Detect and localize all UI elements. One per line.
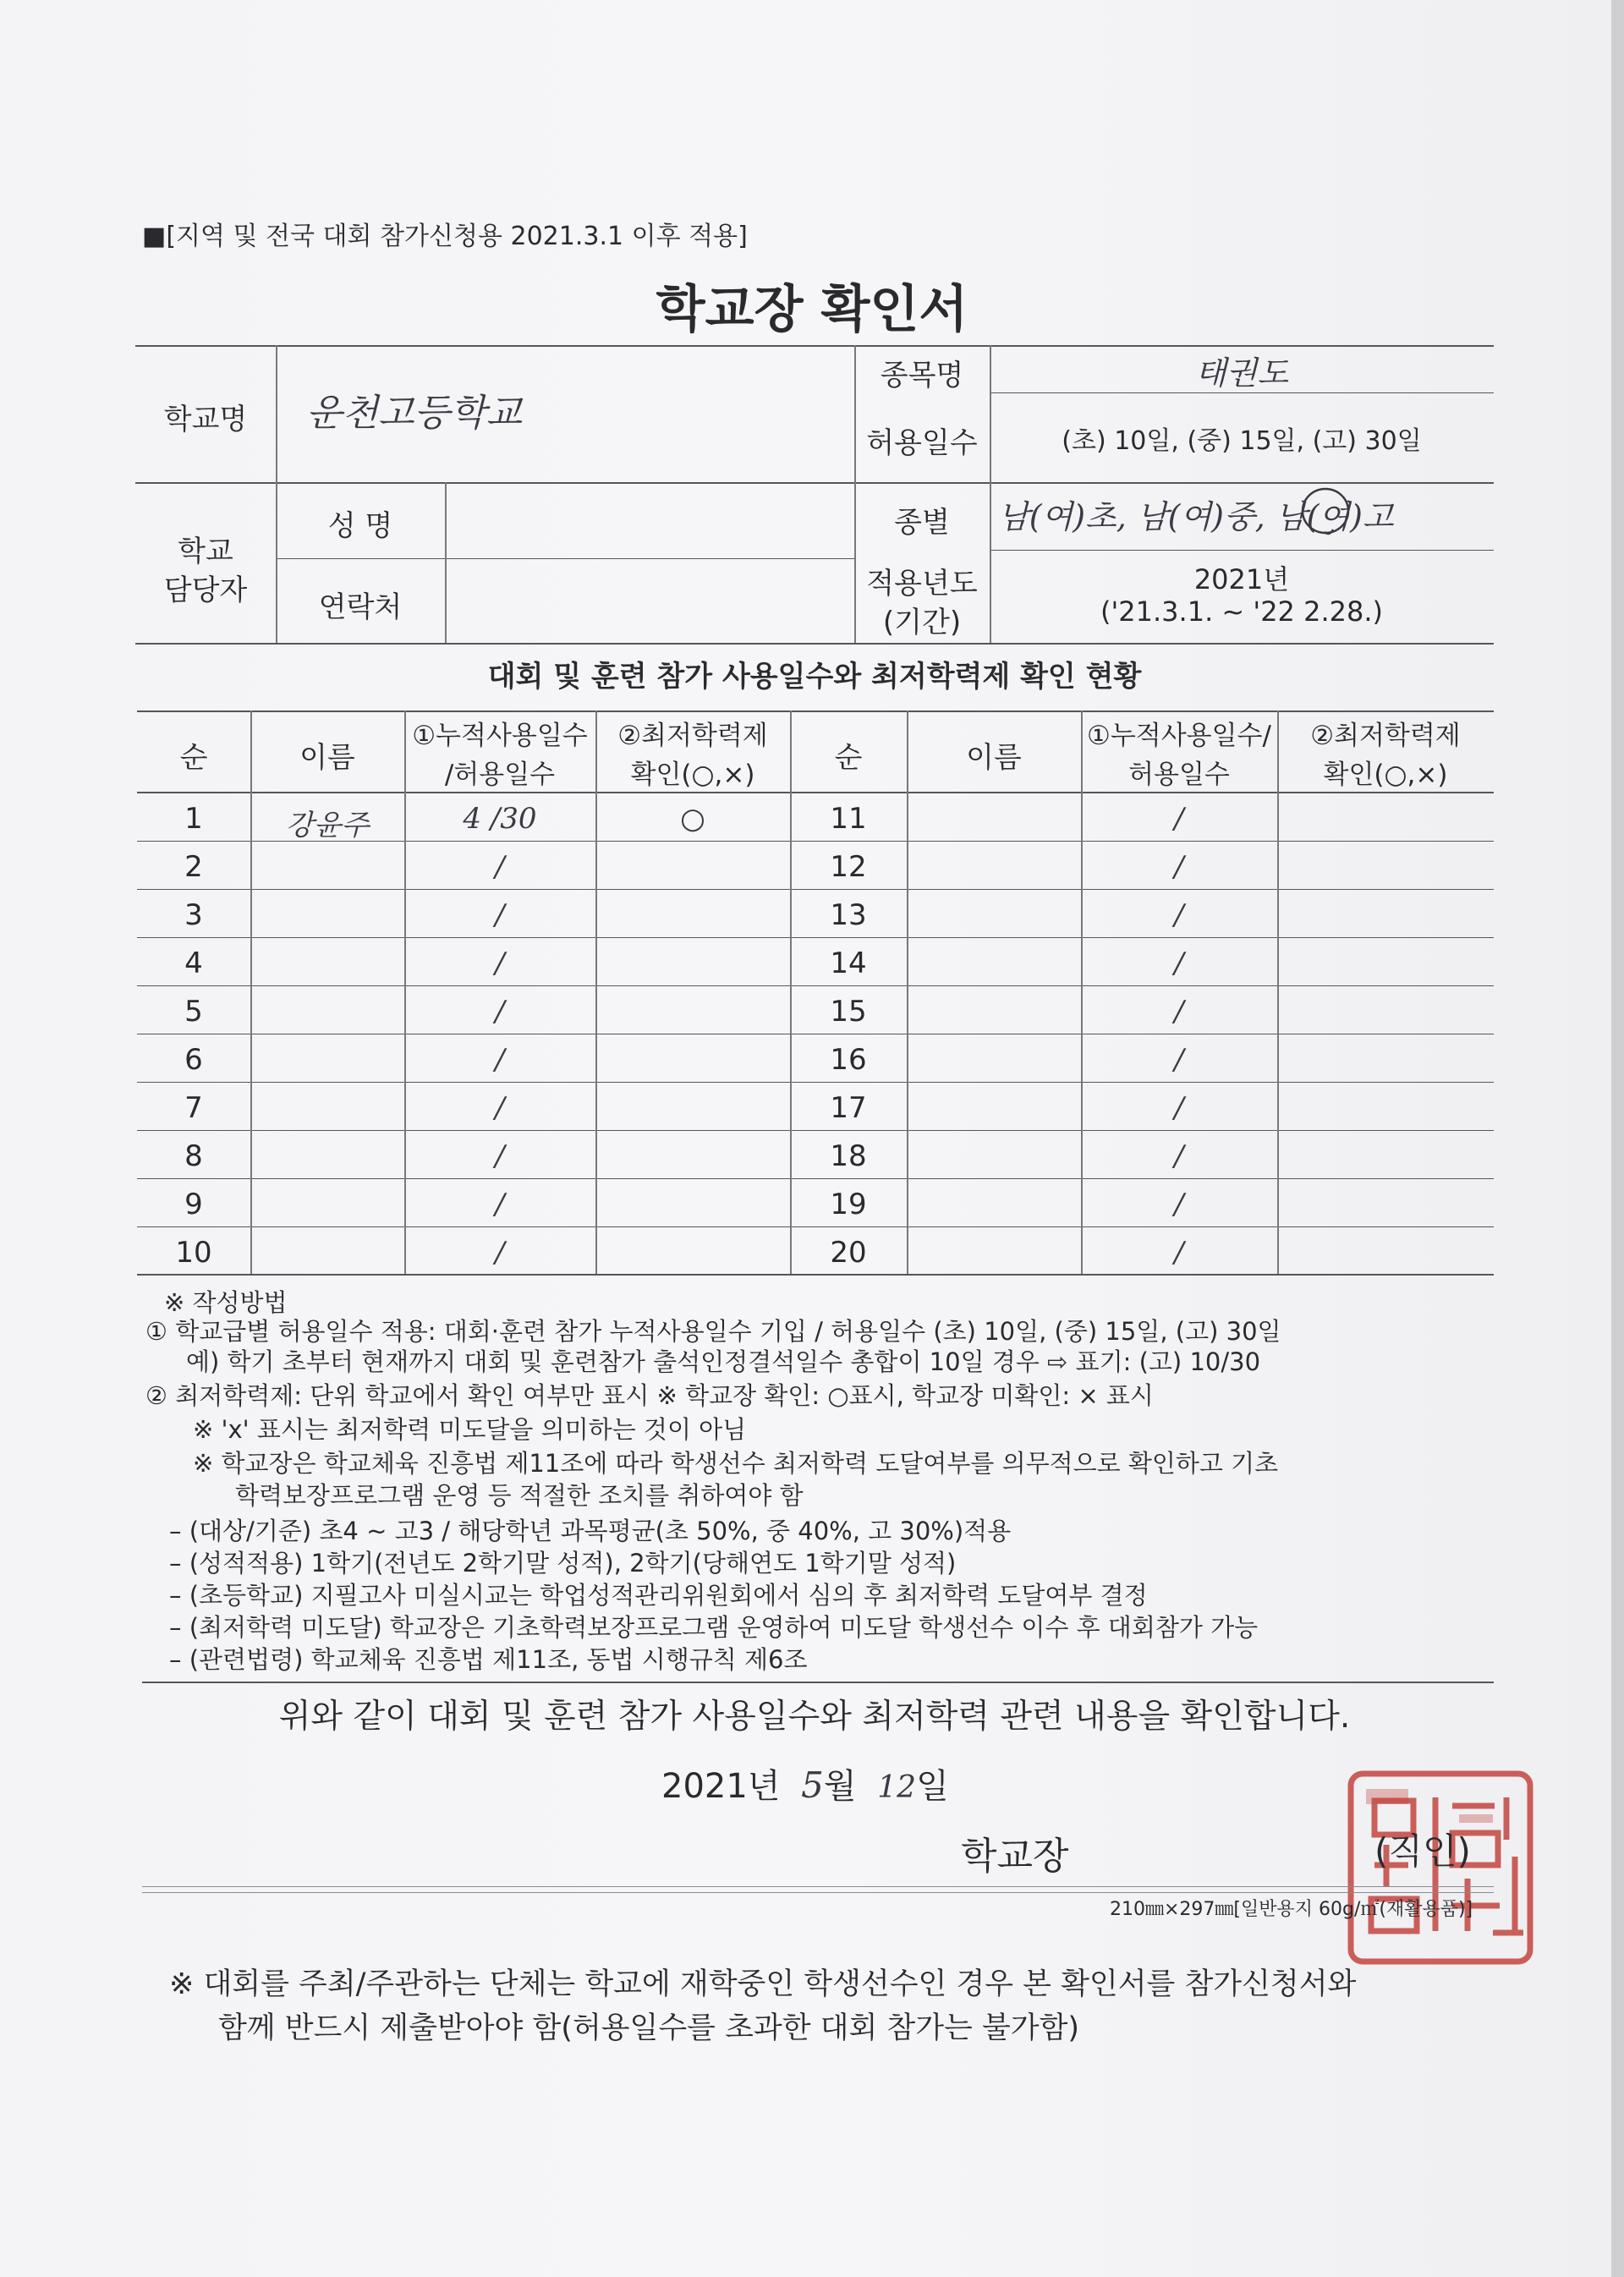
row-days-used: / [495, 1139, 505, 1173]
row-name: 강윤주 [285, 809, 370, 842]
header-min-achievement-left-line1: ②최저학력제 [617, 721, 768, 751]
name-label: 성 명 [327, 509, 393, 543]
confirmation-date [661, 1759, 949, 1808]
header-no-right: 순 [834, 741, 863, 775]
row-days-used: 4 /30 [463, 802, 537, 836]
row-days-used-right: / [1174, 898, 1184, 932]
principal-label: 학교장 [961, 1835, 1069, 1878]
row-number-right: 14 [830, 946, 867, 980]
row-days-used-right: / [1174, 1091, 1184, 1125]
year-label-line2: (기간) [882, 606, 962, 639]
manager-contact-field [447, 560, 854, 641]
row-days-used-right: / [1174, 1139, 1184, 1173]
row-number-right: 12 [830, 850, 867, 884]
note-line: ① 학교급별 허용일수 적용: 대회·훈련 참가 누적사용일수 기입 / 허용일수 (초) 10일, (중) 15일, (고) 30일 [145, 1317, 1281, 1346]
year-label-line1: 적용년도 [866, 567, 978, 601]
row-days-used: / [495, 850, 505, 884]
row-number-right: 20 [830, 1236, 867, 1270]
row-number-right: 11 [830, 802, 867, 836]
note-line: – (관련법령) 학교체육 진흥법 제11조, 동법 시행규칙 제6조 [169, 1645, 808, 1674]
row-number-right: 15 [830, 995, 867, 1029]
row-days-used-right: / [1174, 995, 1184, 1029]
header-note: ■[지역 및 전국 대회 참가신청용 2021.3.1 이후 적용] [142, 222, 748, 251]
manager-label-line1: 학교 [178, 535, 233, 568]
handwritten-circle-mark [1299, 486, 1352, 538]
year-value: 2021년 [1193, 563, 1290, 595]
note-line: 학력보장프로그램 운영 등 적절한 조치를 취하여야 함 [235, 1481, 804, 1510]
divider-thin [142, 1892, 1494, 1893]
row-days-used: / [495, 1043, 505, 1077]
row-days-used: / [495, 946, 505, 980]
date-month: 5 [801, 1764, 824, 1806]
row-days-used: / [495, 995, 505, 1029]
footer-note-line2: 함께 반드시 제출받아야 함(허용일수를 초과한 대회 참가는 불가함) [218, 2011, 1080, 2045]
row-days-used: / [495, 1236, 505, 1270]
row-number: 8 [184, 1139, 203, 1173]
contact-label: 연락처 [318, 590, 403, 624]
row-number: 3 [184, 898, 203, 932]
page-title: 학교장 확인서 [656, 280, 968, 339]
header-name-right: 이름 [966, 741, 1022, 775]
header-no-left: 순 [179, 741, 208, 775]
year-period: ('21.3.1. ~ '22 2.28.) [1100, 595, 1383, 628]
header-cumulative-left-line2: /허용일수 [444, 760, 556, 790]
footer-note-line1: ※ 대회를 주최/주관하는 단체는 학교에 재학중인 학생선수인 경우 본 확인서를 참가신청서와 [169, 1967, 1357, 2001]
row-number-right: 17 [830, 1091, 867, 1125]
note-line: – (대상/기준) 초4 ~ 고3 / 해당학년 과목평균(초 50%, 중 40%, 고 30%)적용 [169, 1517, 1012, 1545]
header-cumulative-right-line1: ①누적사용일수/ [1087, 721, 1271, 751]
gender-label: 종별 [894, 506, 950, 540]
note-line: – (최저학력 미도달) 학교장은 기초학력보장프로그램 운영하여 미도달 학생선수 이수 후 대회참가 가능 [169, 1613, 1259, 1642]
note-line: – (성적적용) 1학기(전년도 2학기말 성적), 2학기(당해연도 1학기말 성적) [169, 1549, 957, 1577]
row-number-right: 19 [830, 1188, 867, 1221]
header-cumulative-left-line1: ①누적사용일수 [412, 721, 588, 751]
row-days-used-right: / [1174, 1236, 1184, 1270]
header-cumulative-right-line2: 허용일수 [1128, 760, 1230, 790]
note-line: ※ 학교장은 학교체육 진흥법 제11조에 따라 학생선수 최저학력 도달여부를 의무적으로 확인하고 기초 [193, 1449, 1279, 1478]
paper-spec: 210㎜×297㎜[일반용지 60g/㎡(재활용품)] [1110, 1899, 1473, 1920]
date-day-unit: 일 [916, 1767, 949, 1806]
row-number: 7 [184, 1091, 203, 1125]
row-number: 4 [184, 946, 203, 980]
header-min-achievement-right-line2: 확인(○,×) [1323, 760, 1448, 790]
row-number-right: 18 [830, 1139, 867, 1173]
row-number-right: 16 [830, 1043, 867, 1077]
header-name-left: 이름 [299, 741, 355, 775]
gender-value: 남(여)초, 남(여)중, 남(여)고 [998, 498, 1394, 535]
row-days-used: / [495, 1188, 505, 1221]
date-month-unit: 월 [823, 1767, 857, 1806]
divider-thin [142, 1886, 1494, 1887]
row-days-used-right: / [1174, 1043, 1184, 1077]
manager-label-line2: 담당자 [163, 573, 248, 607]
row-days-used-right: / [1174, 850, 1184, 884]
event-label: 종목명 [880, 359, 964, 392]
row-days-used: / [495, 898, 505, 932]
row-number: 6 [184, 1043, 203, 1077]
allowed-days-value: (초) 10일, (중) 15일, (고) 30일 [1062, 426, 1422, 456]
row-number: 1 [184, 802, 203, 836]
seal-label: (직인) [1374, 1830, 1471, 1872]
school-name-label: 학교명 [163, 403, 248, 436]
note-line: ② 최저학력제: 단위 학교에서 확인 여부만 표시 ※ 학교장 확인: ○표시, 학교장 미확인: × 표시 [145, 1381, 1154, 1410]
header-min-achievement-right-line1: ②최저학력제 [1310, 721, 1461, 751]
table-title: 대회 및 훈련 참가 사용일수와 최저학력제 확인 현황 [487, 660, 1142, 694]
page-edge-shadow [1611, 0, 1624, 2277]
note-line: – (초등학교) 지필고사 미실시교는 학업성적관리위원회에서 심의 후 최저학력 도달여부 결정 [169, 1581, 1148, 1610]
school-name-value: 운천고등학교 [306, 392, 523, 435]
allowed-days-label: 허용일수 [866, 426, 978, 460]
date-day: 12 [877, 1770, 917, 1805]
row-days-used-right: / [1174, 946, 1184, 980]
event-value: 태권도 [1194, 354, 1289, 392]
row-number: 10 [175, 1236, 212, 1270]
note-line: 예) 학기 초부터 현재까지 대회 및 훈련참가 출석인정결석일수 총합이 10일 경우 ⇨ 표기: (고) 10/30 [186, 1347, 1261, 1376]
row-days-used-right: / [1174, 802, 1184, 836]
row-number-right: 13 [830, 898, 867, 932]
row-number: 5 [184, 995, 203, 1029]
header-min-achievement-left-line2: 확인(○,×) [630, 760, 755, 790]
row-number: 9 [184, 1188, 203, 1221]
row-days-used: / [495, 1091, 505, 1125]
row-achievement-check: ○ [680, 802, 705, 836]
confirmation-statement: 위와 같이 대회 및 훈련 참가 사용일수와 최저학력 관련 내용을 확인합니다. [278, 1698, 1351, 1736]
note-line: ※ 작성방법 [164, 1288, 288, 1317]
row-number: 2 [184, 850, 203, 884]
note-line: ※ 'x' 표시는 최저학력 미도달을 의미하는 것이 아님 [193, 1415, 747, 1444]
row-days-used-right: / [1174, 1188, 1184, 1221]
manager-name-field [447, 484, 854, 557]
date-year: 2021년 [661, 1767, 781, 1806]
divider [142, 1682, 1494, 1683]
